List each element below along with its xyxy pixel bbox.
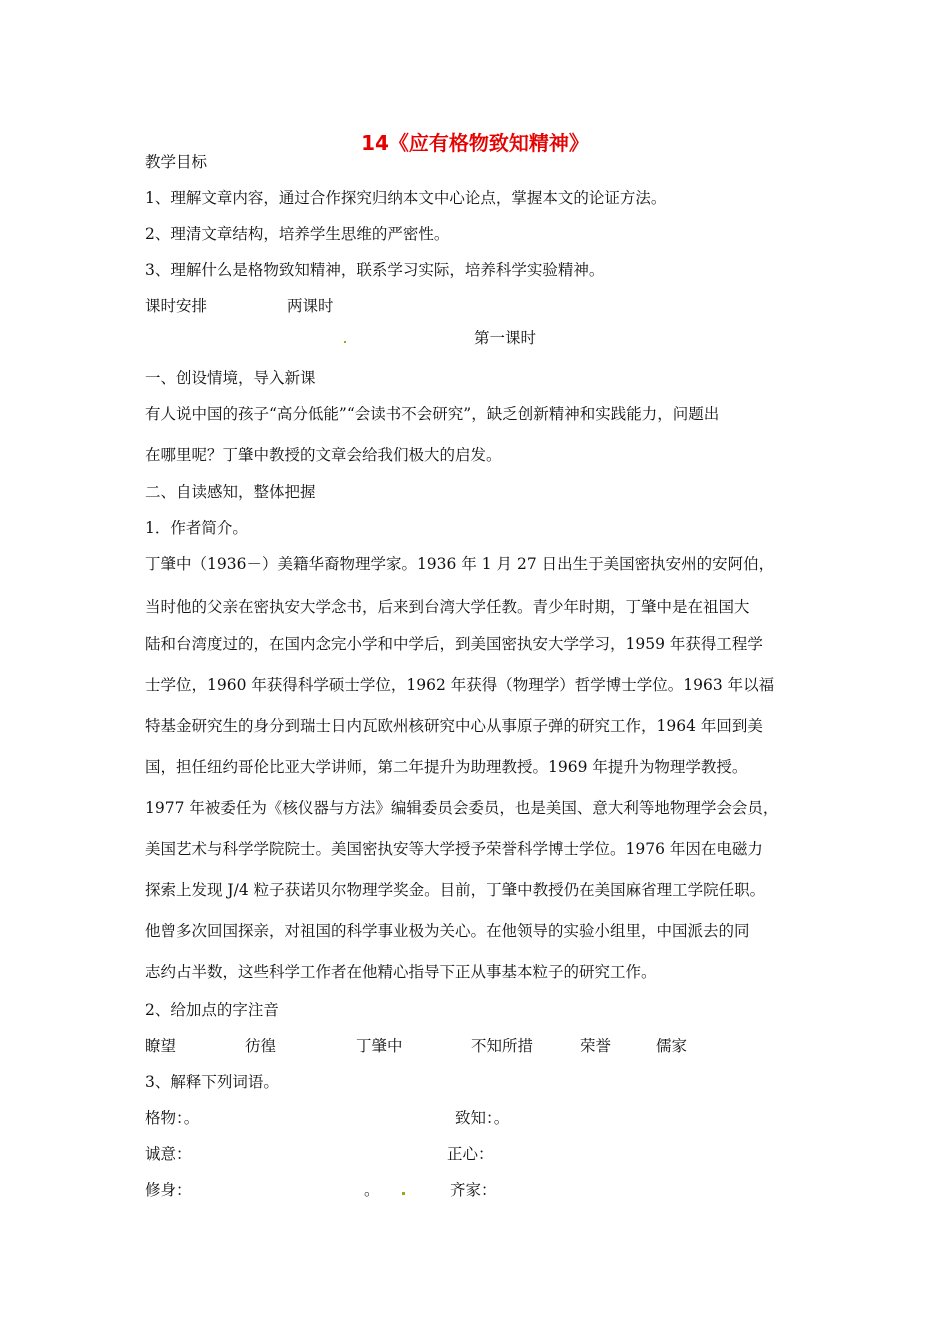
vocab-zhengxin: 正心： xyxy=(447,1145,494,1163)
paragraph-line: 在哪里呢？丁肇中教授的文章会给我们极大的启发。 xyxy=(145,446,502,464)
objectives-heading: 教学目标 xyxy=(145,153,208,171)
paragraph-line: 他曾多次回国探亲，对祖国的科学事业极为关心。在他领导的实验小组里，中国派去的同 xyxy=(145,922,750,940)
schedule-label: 课时安排 xyxy=(145,297,208,315)
speck-mark xyxy=(402,1192,405,1195)
paragraph-line: 国，担任纽约哥伦比亚大学讲师，第二年提升为助理教授。1969 年提升为物理学教授。 xyxy=(145,758,748,776)
objective-item: 2、理清文章结构，培养学生思维的严密性。 xyxy=(145,225,450,243)
vocab-heading: 3、解释下列词语。 xyxy=(145,1073,279,1091)
schedule-value: 两课时 xyxy=(287,297,334,315)
vocab-xiushen-period: 。 xyxy=(364,1181,380,1199)
objective-item: 3、理解什么是格物致知精神，联系学习实际，培养科学实验精神。 xyxy=(145,261,605,279)
paragraph-line: 有人说中国的孩子“高分低能”“会读书不会研究”，缺乏创新精神和实践能力，问题出 xyxy=(145,405,720,423)
pinyin-word: 儒家 xyxy=(656,1037,688,1055)
objective-item: 1、理解文章内容，通过合作探究归纳本文中心论点，掌握本文的论证方法。 xyxy=(145,189,667,207)
paragraph-line: 陆和台湾度过的，在国内念完小学和中学后，到美国密执安大学学习，1959 年获得工程学 xyxy=(145,635,763,653)
vocab-gewu: 格物：。 xyxy=(145,1109,200,1127)
paragraph-line: 士学位，1960 年获得科学硕士学位，1962 年获得（物理学）哲学博士学位。1963 年以福 xyxy=(145,676,775,694)
document-title: 14《应有格物致知精神》 xyxy=(361,131,589,155)
section2-heading: 二、自读感知，整体把握 xyxy=(145,483,316,501)
lesson-title: 第一课时 xyxy=(474,329,537,347)
paragraph-line: 1977 年被委任为《核仪器与方法》编辑委员会委员，也是美国、意大利等地物理学会会员， xyxy=(145,799,779,817)
paragraph-line: 丁肇中（1936－）美籍华裔物理学家。1936 年 1 月 27 日出生于美国密执安州的安阿伯， xyxy=(145,555,775,573)
pinyin-heading: 2、给加点的字注音 xyxy=(145,1001,279,1019)
speck-mark xyxy=(344,341,346,343)
pinyin-word: 瞭望 xyxy=(145,1037,177,1055)
section1-heading: 一、创设情境，导入新课 xyxy=(145,369,316,387)
vocab-zhizhi: 致知：。 xyxy=(455,1109,510,1127)
pinyin-word: 彷徨 xyxy=(245,1037,277,1055)
pinyin-word: 荣誉 xyxy=(580,1037,612,1055)
paragraph-line: 志约占半数，这些科学工作者在他精心指导下正从事基本粒子的研究工作。 xyxy=(145,963,657,981)
paragraph-line: 特基金研究生的身分到瑞士日内瓦欧州核研究中心从事原子弹的研究工作，1964 年回到美 xyxy=(145,717,763,735)
vocab-xiushen: 修身： xyxy=(145,1181,192,1199)
paragraph-line: 探索上发现 J/4 粒子获诺贝尔物理学奖金。目前，丁肇中教授仍在美国麻省理工学院任职。 xyxy=(145,881,766,899)
pinyin-word: 丁肇中 xyxy=(356,1037,403,1055)
vocab-chengyi: 诚意： xyxy=(145,1145,192,1163)
paragraph-line: 当时他的父亲在密执安大学念书，后来到台湾大学任教。青少年时期，丁肇中是在祖国大 xyxy=(145,598,750,616)
vocab-qijia: 齐家： xyxy=(450,1181,497,1199)
pinyin-word: 不知所措 xyxy=(471,1037,534,1055)
paragraph-line: 美国艺术与科学学院院士。美国密执安等大学授予荣誉科学博士学位。1976 年因在电磁力 xyxy=(145,840,763,858)
author-heading: 1．作者简介。 xyxy=(145,519,248,537)
